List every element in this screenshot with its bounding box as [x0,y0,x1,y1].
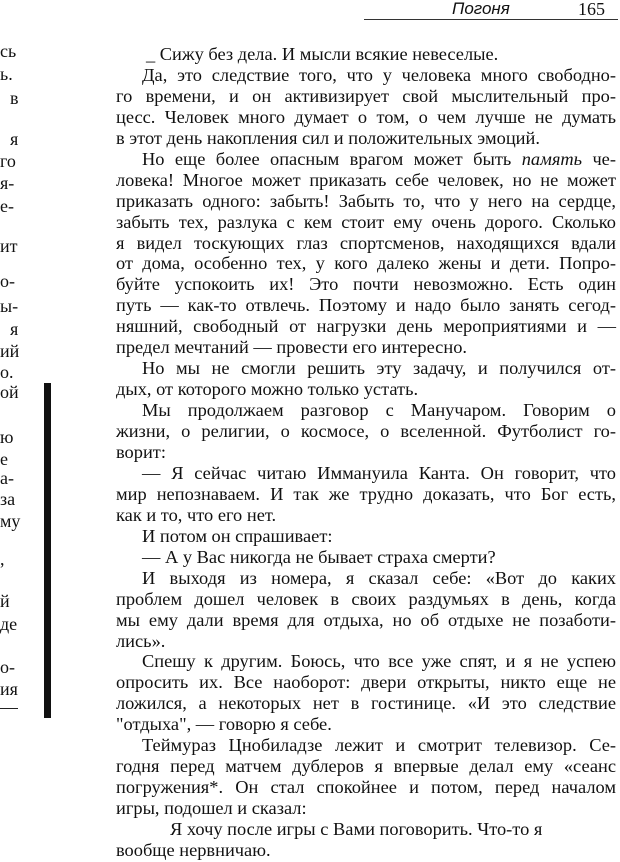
left-fragment: о- [0,657,15,677]
text-line: мир непознаваем. И так же трудно доказать, что Бог есть, [116,483,616,504]
left-fragment: й [0,591,10,611]
text-line: _ Сижу без дела. И мысли всякие невеселые. [146,44,499,64]
left-fragment: ы- [0,296,19,316]
left-fragment: ий [0,341,20,361]
left-fragment: е [0,449,8,469]
left-fragment: ой [0,382,19,402]
running-header-title: Погоня [452,0,510,18]
left-fragment: де [0,614,18,634]
text-line: И потом он спрашивает: [142,525,333,546]
text-line: лись». [116,630,166,651]
text-line: опросить их. Все наоборот: двери открыты, никто еще не [116,672,616,693]
text-line: Я хочу после игры с Вами поговорить. Что-то я [170,819,543,840]
text-line: "отдыха", — говорю я себе. [116,714,332,735]
text-line: проблем дошел человек в своих раздумьях в день, когда [116,588,616,609]
text-span: Но еще более опасным врагом может быть [142,148,512,169]
text-line: И выходя из номера, я сказал себе: «Вот до каких [142,567,616,588]
text-line: я видел тоскующих глаз спортсменов, находящихся вдали [116,232,616,253]
previous-page-edge [0,0,40,862]
left-page-rule [0,708,18,709]
left-fragment: сь [0,41,17,61]
text-line: игры, подошел и сказал: [116,798,307,819]
text-span: че- [592,148,616,169]
left-fragment: а- [0,468,14,488]
left-fragment: ь. [0,64,13,84]
text-line: приказать одного: забыть! Забыть то, что у него на сердце, [116,190,616,211]
margin-marker-bar [44,383,51,718]
text-line: дых, от которого можно только устать. [116,379,419,400]
left-fragment: го [0,151,16,171]
left-fragment: о- [0,271,15,291]
left-fragment: в [10,88,19,108]
text-line: в этот день накопления сил и положительных эмоций. [116,127,540,148]
text-line: предел мечтаний — провести его интересно. [116,337,467,358]
text-line: Но мы не смогли решить эту задачу, и получился от- [142,358,616,379]
text-line: путь — как-то отвлечь. Поэтому и надо было занять сегод- [116,295,616,316]
page-number: 165 [578,0,605,19]
emphasis-word: память [521,148,583,169]
text-line: от дома, особенно тех, у кого далеко жены и дети. Попро- [116,253,616,274]
text-line: ложился, а некоторых нет в гостинице. «И это следствие [116,693,616,714]
text-line: Теймураз Цнобиладзе лежит и смотрит телевизор. Се- [142,735,616,756]
left-fragment: я [10,319,19,339]
text-line: погружения*. Он стал спокойнее и потом, перед началом [116,777,616,798]
text-line: жизни, о религии, о космосе, о вселенной. Футболист го- [116,421,616,442]
text-line-with-emphasis [142,149,616,170]
text-line: цесс. Человек много думает о том, о чем лучше не думать [116,106,616,127]
text-line: как и то, что его нет. [116,504,277,525]
left-fragment: за [0,489,16,509]
left-fragment: я- [0,173,15,193]
left-fragment: ит [0,236,18,256]
left-fragment: е- [0,196,14,216]
text-line: ловека! Многое может приказать себе человек, но не может [116,169,616,190]
text-line: няшний, свободный от нагрузки день мероприятиями и — [116,316,616,337]
text-line: мы ему дали время для отдыха, но об отдыхе не позаботи- [116,609,616,630]
text-line: забыть тех, разлука с кем стоит ему очень дорого. Сколько [116,211,616,232]
text-line: Мы продолжаем разговор с Манучаром. Говорим о [142,400,616,421]
text-line: — А у Вас никогда не бывает страха смерти? [142,546,496,567]
left-fragment: о. [0,362,14,382]
text-line: — Я сейчас читаю Иммануила Канта. Он говорит, что [142,462,616,483]
text-line: буйте успокоить их! Это почти невозможно. Есть один [116,274,616,295]
text-line: Спешу к другим. Боюсь, что все уже спят, и я не успею [142,651,616,672]
left-fragment: му [0,511,21,531]
left-fragment: я [10,129,19,149]
header-rule [364,19,618,20]
text-line: вообще нервничаю. [116,840,271,860]
left-fragment: , [0,549,5,569]
left-fragment: ия [0,679,18,699]
text-line: Да, это следствие того, что у человека много свободно- [142,64,616,85]
text-line: годня перед матчем дублеров я впервые делал ему «сеанс [116,756,616,777]
text-line: ворит: [116,442,166,462]
left-fragment: ю [0,427,14,447]
text-line: го времени, и он активизирует свой мыслительный про- [116,85,616,106]
